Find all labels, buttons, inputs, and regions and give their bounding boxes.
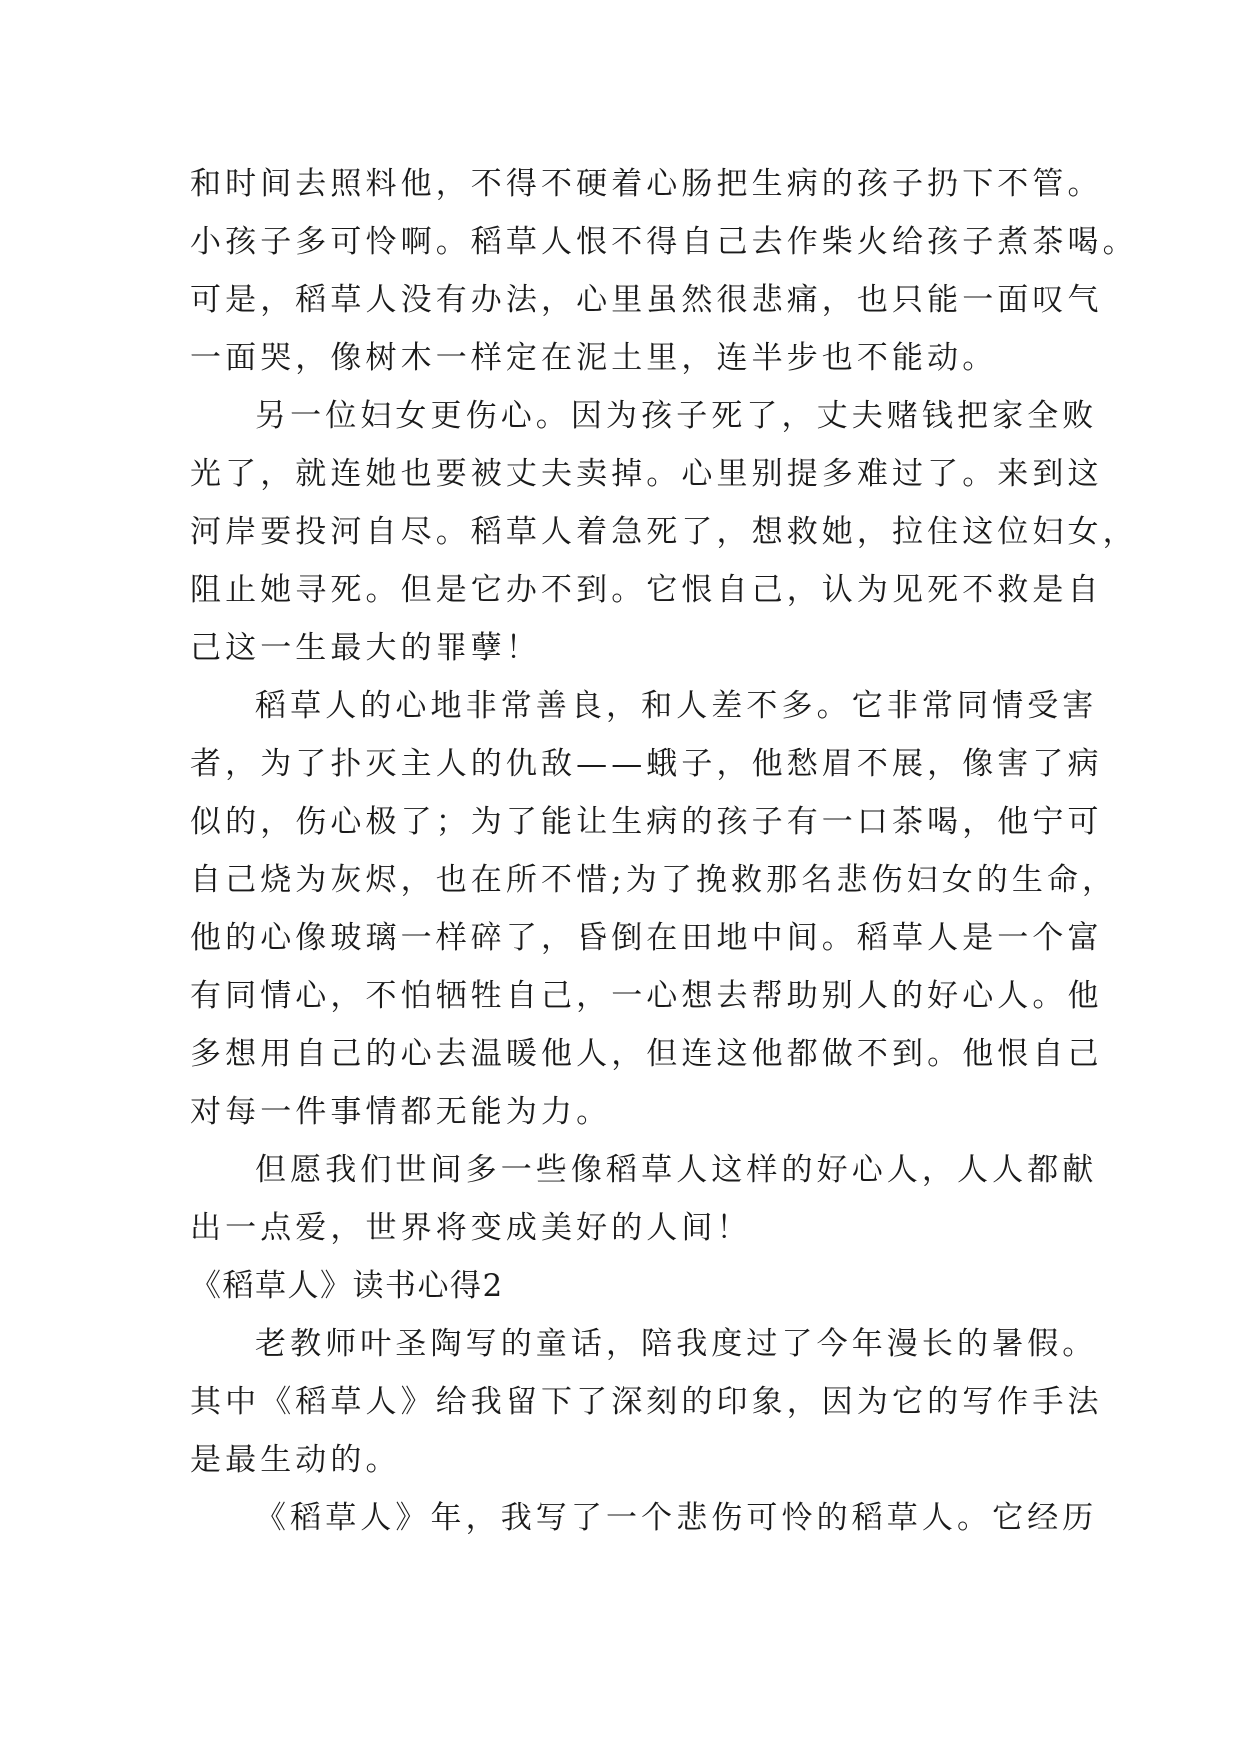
paragraph-line: 光了，就连她也要被丈夫卖掉。心里别提多难过了。来到这 xyxy=(190,456,1103,492)
paragraph-line: 《稻草人》年，我写了一个悲伤可怜的稻草人。它经历 xyxy=(255,1500,1098,1536)
paragraph-line: 其中《稻草人》给我留下了深刻的印象，因为它的写作手法 xyxy=(190,1384,1103,1420)
paragraph-line: 小孩子多可怜啊。稻草人恨不得自己去作柴火给孩子煮茶喝。 xyxy=(190,224,1138,260)
paragraph-line: 和时间去照料他，不得不硬着心肠把生病的孩子扔下不管。 xyxy=(190,166,1103,202)
paragraph-line: 出一点爱，世界将变成美好的人间！ xyxy=(190,1210,752,1246)
paragraph-line: 对每一件事情都无能为力。 xyxy=(190,1094,612,1130)
paragraph-line: 一面哭，像树木一样定在泥土里，连半步也不能动。 xyxy=(190,340,998,376)
paragraph-line: 多想用自己的心去温暖他人，但连这他都做不到。他恨自己 xyxy=(190,1036,1103,1072)
section-heading: 《稻草人》读书心得2 xyxy=(190,1268,504,1304)
paragraph-line: 另一位妇女更伤心。因为孩子死了，丈夫赌钱把家全败 xyxy=(255,398,1098,434)
paragraph-line: 老教师叶圣陶写的童话，陪我度过了今年漫长的暑假。 xyxy=(255,1326,1098,1362)
paragraph-line: 他的心像玻璃一样碎了，昏倒在田地中间。稻草人是一个富 xyxy=(190,920,1103,956)
paragraph-line: 己这一生最大的罪孽！ xyxy=(190,630,541,666)
paragraph-line: 河岸要投河自尽。稻草人着急死了，想救她，拉住这位妇女， xyxy=(190,514,1138,550)
paragraph-line: 似的，伤心极了；为了能让生病的孩子有一口茶喝，他宁可 xyxy=(190,804,1103,840)
paragraph-line: 有同情心，不怕牺牲自己，一心想去帮助别人的好心人。他 xyxy=(190,978,1103,1014)
paragraph-line: 但愿我们世间多一些像稻草人这样的好心人，人人都献 xyxy=(255,1152,1098,1188)
paragraph-line: 者，为了扑灭主人的仇敌——蛾子，他愁眉不展，像害了病 xyxy=(190,746,1103,782)
paragraph-line: 是最生动的。 xyxy=(190,1442,401,1478)
paragraph-line: 自己烧为灰烬，也在所不惜;为了挽救那名悲伤妇女的生命， xyxy=(190,862,1118,898)
paragraph-line: 稻草人的心地非常善良，和人差不多。它非常同情受害 xyxy=(255,688,1098,724)
paragraph-line: 可是，稻草人没有办法，心里虽然很悲痛，也只能一面叹气 xyxy=(190,282,1103,318)
paragraph-line: 阻止她寻死。但是它办不到。它恨自己，认为见死不救是自 xyxy=(190,572,1103,608)
